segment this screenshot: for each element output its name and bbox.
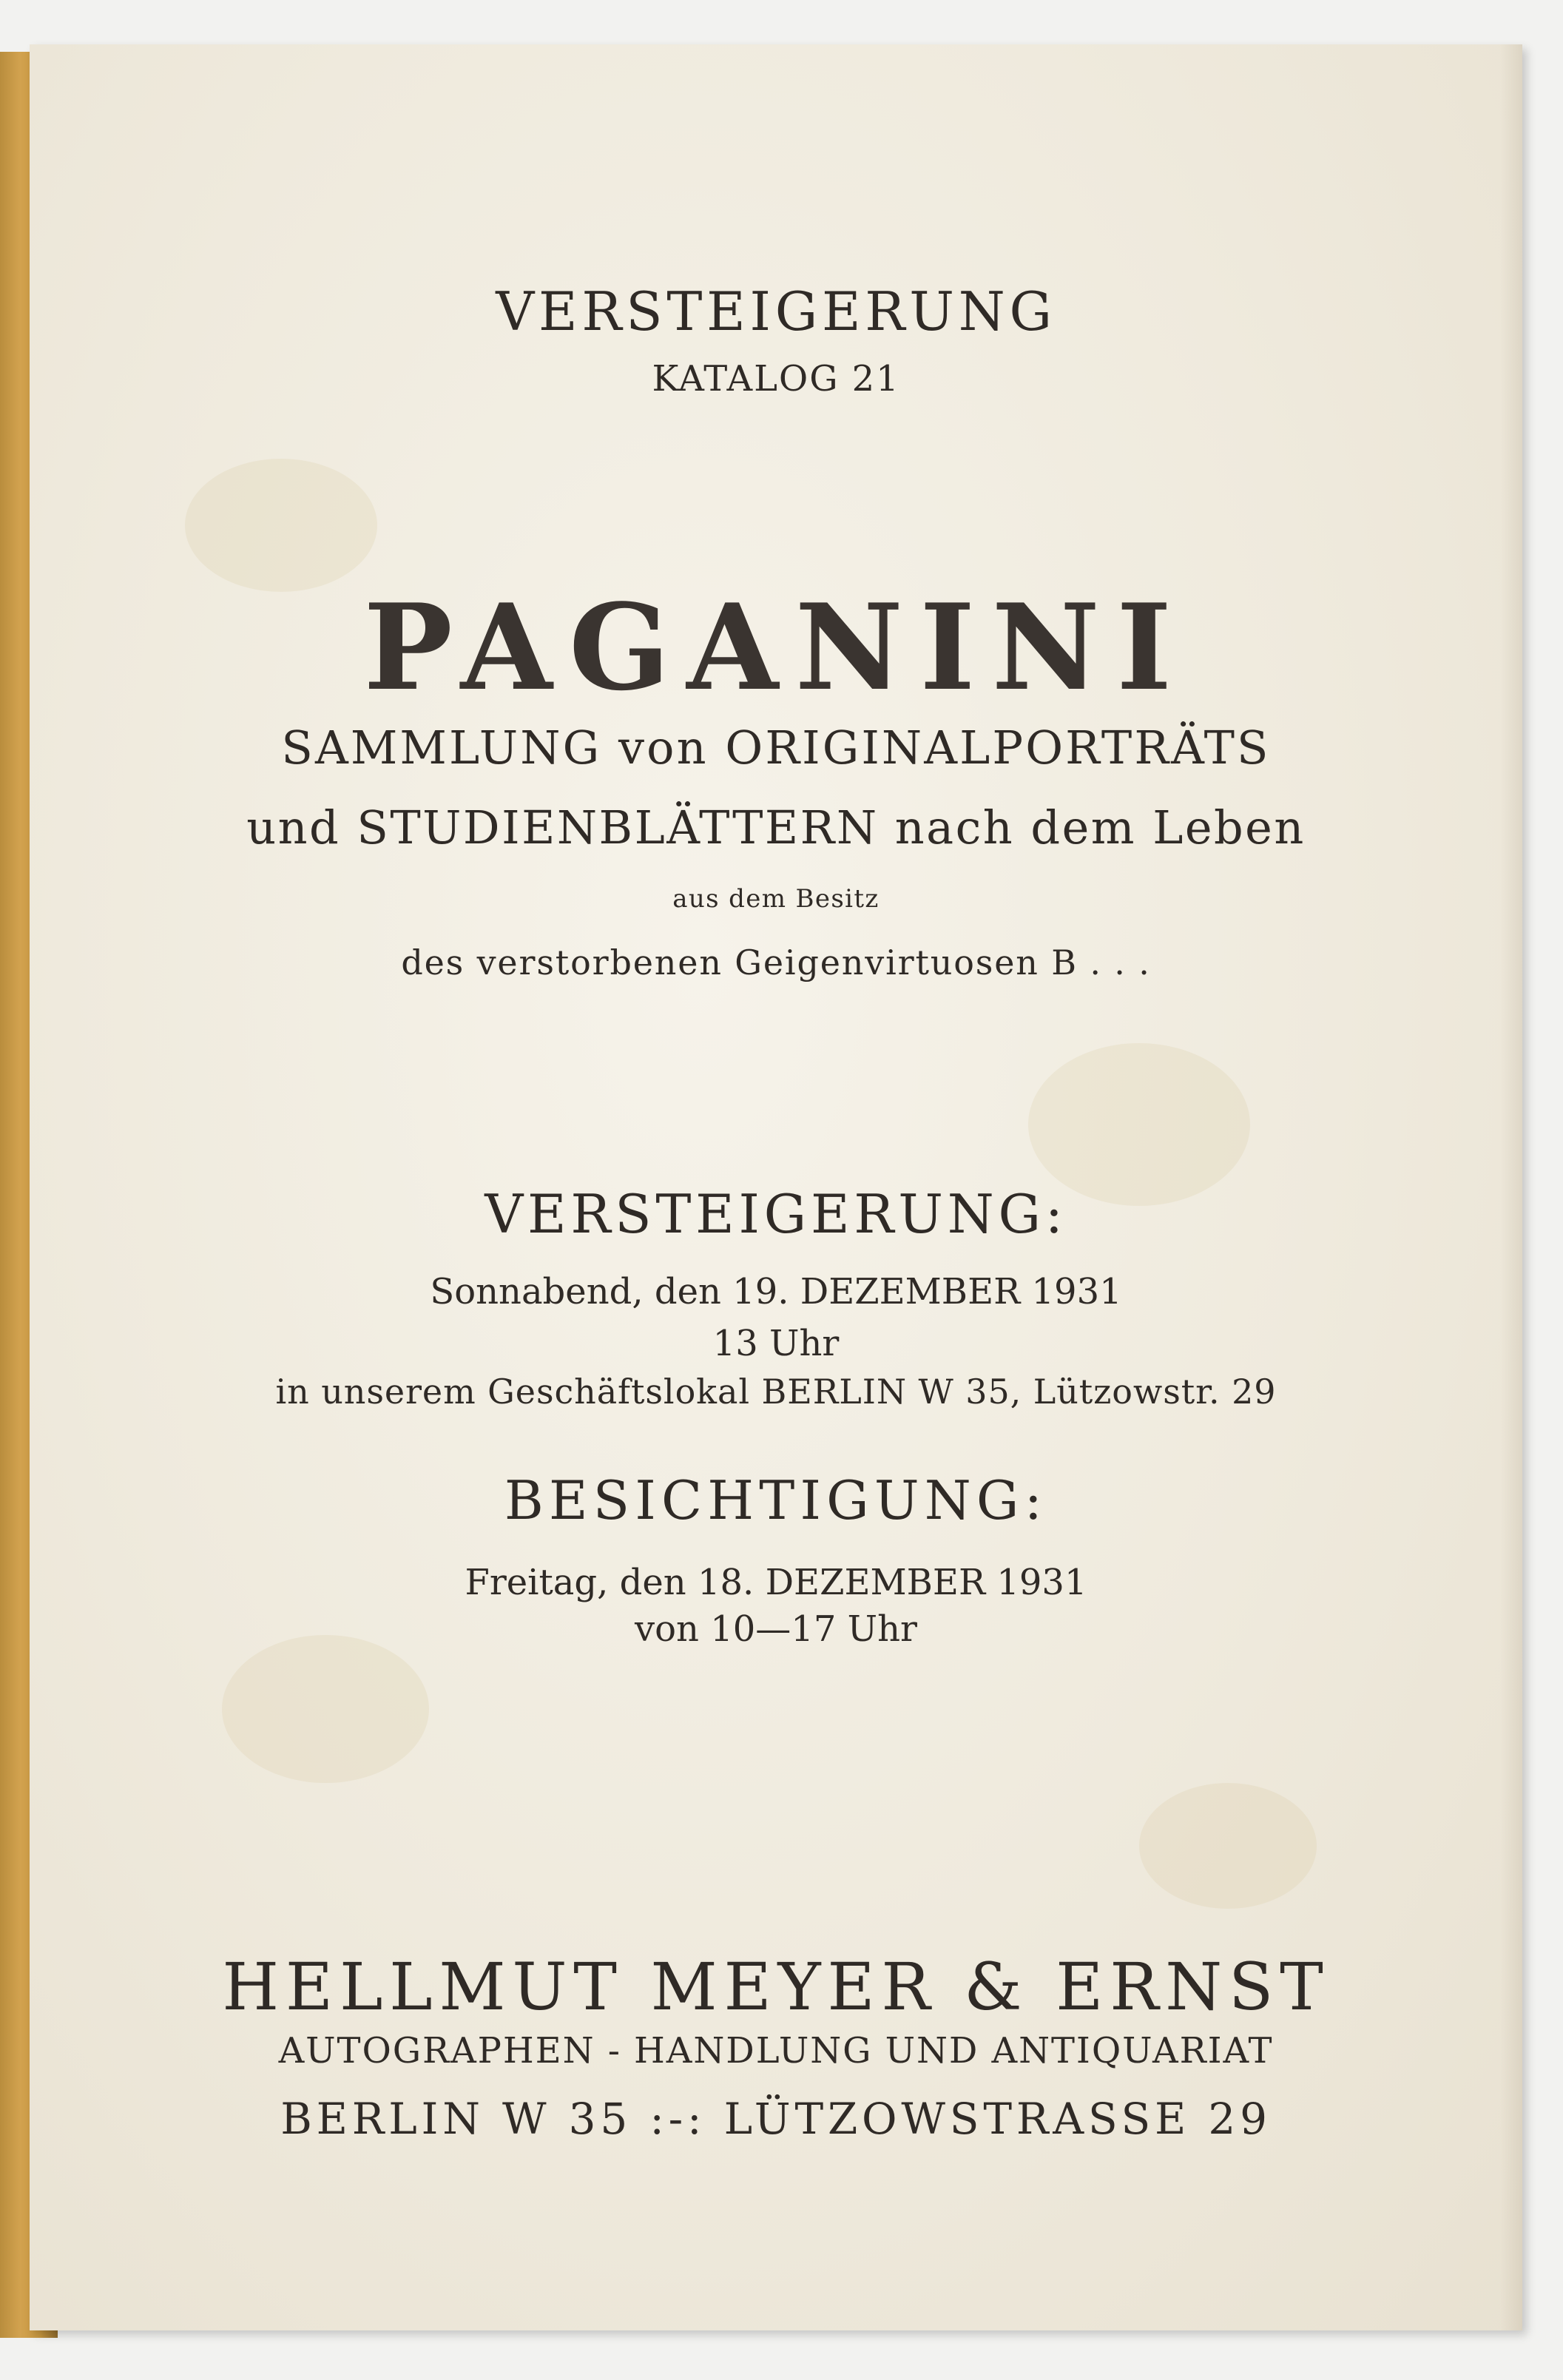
viewing-time: von 10—17 Uhr bbox=[635, 1608, 917, 1650]
provenance-line1: aus dem Besitz bbox=[672, 884, 880, 914]
page-edge-shadow bbox=[1500, 44, 1522, 2330]
publisher-name: HELLMUT MEYER & ERNST bbox=[222, 1949, 1330, 2025]
paper-stain bbox=[1139, 1783, 1317, 1909]
paper-stain bbox=[185, 459, 377, 592]
collection-subtitle-line1: SAMMLUNG von ORIGINALPORTRÄTS bbox=[281, 721, 1271, 775]
viewing-section-heading: BESICHTIGUNG: bbox=[504, 1469, 1048, 1531]
paper-stain bbox=[222, 1635, 429, 1783]
collection-subtitle-line2: und STUDIENBLÄTTERN nach dem Leben bbox=[246, 800, 1306, 854]
auction-location: in unserem Geschäftslokal BERLIN W 35, Lützowstr. 29 bbox=[275, 1372, 1277, 1412]
auction-heading: VERSTEIGERUNG bbox=[496, 280, 1056, 343]
publisher-address: BERLIN W 35 :-: LÜTZOWSTRASSE 29 bbox=[280, 2094, 1272, 2144]
viewing-date: Freitag, den 18. DEZEMBER 1931 bbox=[465, 1562, 1087, 1603]
publisher-description: AUTOGRAPHEN - HANDLUNG UND ANTIQUARIAT bbox=[278, 2030, 1274, 2071]
auction-section-heading: VERSTEIGERUNG: bbox=[485, 1183, 1067, 1245]
auction-date: Sonnabend, den 19. DEZEMBER 1931 bbox=[430, 1271, 1122, 1312]
catalog-number: KATALOG 21 bbox=[652, 358, 900, 400]
provenance-line2: des verstorbenen Geigenvirtuosen B . . . bbox=[401, 943, 1151, 982]
catalog-title: PAGANINI bbox=[363, 578, 1189, 717]
auction-time: 13 Uhr bbox=[712, 1323, 840, 1364]
paper-stain bbox=[1028, 1043, 1250, 1206]
catalog-title-page bbox=[30, 44, 1522, 2330]
